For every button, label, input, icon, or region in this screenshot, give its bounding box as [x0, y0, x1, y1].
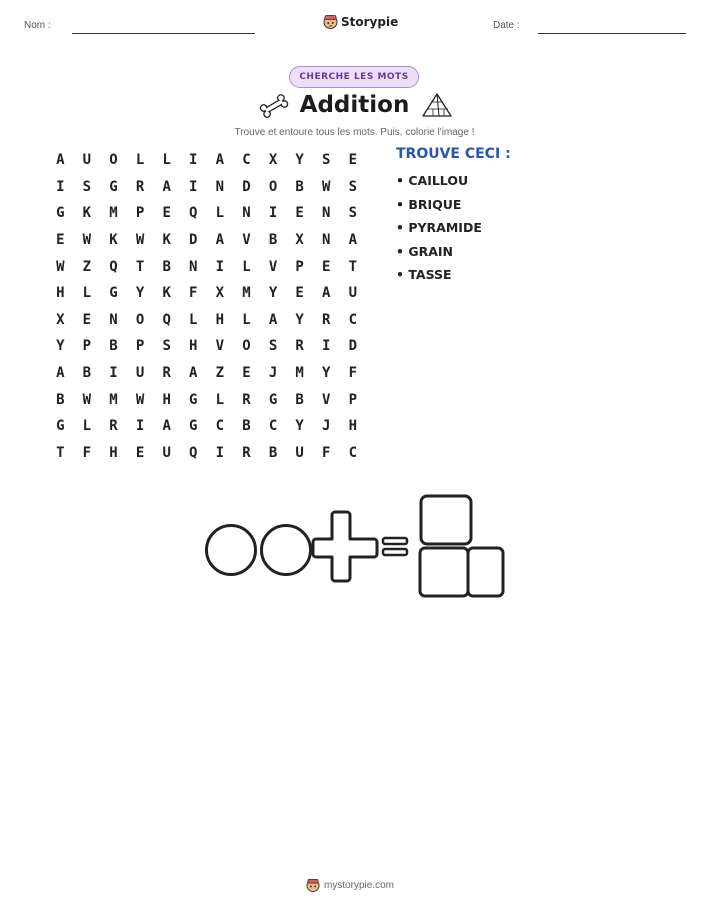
grid-letter[interactable]: R [242, 444, 251, 461]
grid-letter[interactable]: H [215, 311, 225, 328]
grid-letter[interactable]: X [56, 311, 65, 328]
grid-letter[interactable]: I [215, 258, 225, 275]
grid-letter[interactable]: L [242, 258, 251, 275]
grid-letter[interactable]: A [162, 178, 171, 195]
grid-letter[interactable]: Y [56, 338, 65, 355]
grid-letter[interactable]: X [215, 285, 225, 302]
grid-letter[interactable]: G [56, 418, 65, 435]
grid-letter[interactable]: J [322, 418, 331, 435]
grid-letter[interactable]: C [242, 152, 251, 169]
grid-letter[interactable]: N [322, 205, 331, 222]
grid-letter[interactable]: R [295, 338, 304, 355]
name-label: Nom : [24, 20, 51, 31]
grid-letter[interactable]: Y [135, 285, 145, 302]
grid-letter[interactable]: W [135, 391, 145, 408]
grid-letter[interactable]: T [56, 444, 65, 461]
word-item: • TASSE [396, 267, 452, 282]
date-label: Date : [493, 20, 520, 31]
square-shape [420, 548, 468, 596]
grid-letter[interactable]: X [295, 232, 304, 249]
grid-letter[interactable]: L [162, 152, 171, 169]
grid-letter[interactable]: O [135, 311, 145, 328]
grid-letter[interactable]: K [162, 232, 171, 249]
grid-letter[interactable]: H [109, 444, 118, 461]
grid-letter[interactable]: E [242, 365, 251, 382]
grid-letter[interactable]: O [242, 338, 251, 355]
grid-letter[interactable]: L [82, 418, 92, 435]
grid-letter[interactable]: E [295, 205, 304, 222]
grid-letter[interactable]: P [295, 258, 304, 275]
pyramid-icon [421, 92, 453, 120]
grid-letter[interactable]: Z [82, 258, 92, 275]
footer [306, 878, 394, 893]
grid-letter[interactable]: M [109, 205, 118, 222]
word-item: • CAILLOU [396, 173, 469, 188]
grid-letter[interactable]: I [322, 338, 331, 355]
addition-illustration [200, 490, 510, 602]
circle-shape [207, 526, 256, 575]
grid-letter[interactable]: L [242, 311, 251, 328]
grid-letter[interactable]: A [322, 285, 331, 302]
grid-letter[interactable]: B [242, 418, 251, 435]
square-shape [468, 548, 503, 596]
grid-letter[interactable]: F [348, 365, 358, 382]
grid-letter[interactable]: G [109, 178, 118, 195]
grid-letter[interactable]: I [56, 178, 65, 195]
grid-letter[interactable]: U [162, 444, 171, 461]
grid-letter[interactable]: R [322, 311, 331, 328]
grid-letter[interactable]: B [162, 258, 171, 275]
grid-letter[interactable]: B [82, 365, 92, 382]
footer-site-link[interactable]: mystorypie.com [324, 880, 395, 891]
grid-letter[interactable]: E [82, 311, 92, 328]
grid-letter[interactable]: Y [295, 311, 304, 328]
grid-letter[interactable]: G [268, 391, 278, 408]
grid-letter[interactable]: J [268, 365, 278, 382]
grid-letter[interactable]: R [242, 391, 251, 408]
name-line [72, 33, 255, 34]
grid-letter[interactable]: V [242, 232, 251, 249]
grid-letter[interactable]: A [56, 365, 65, 382]
grid-letter[interactable]: I [135, 418, 145, 435]
grid-letter[interactable]: C [348, 444, 358, 461]
grid-letter[interactable]: K [109, 232, 118, 249]
grid-letter[interactable]: G [56, 205, 65, 222]
grid-letter[interactable]: M [109, 391, 118, 408]
grid-letter[interactable]: R [109, 418, 118, 435]
grid-letter[interactable]: K [162, 285, 171, 302]
grid-letter[interactable]: E [348, 152, 358, 169]
word-item: • GRAIN [396, 243, 454, 259]
grid-letter[interactable]: G [189, 391, 198, 408]
grid-letter[interactable]: F [82, 444, 92, 461]
grid-letter[interactable]: H [56, 285, 65, 302]
grid-letter[interactable]: Y [295, 418, 304, 435]
storypie-logo [323, 14, 398, 30]
grid-letter[interactable]: M [242, 285, 251, 302]
grid-letter[interactable]: N [215, 178, 225, 195]
grid-letter[interactable]: Z [215, 365, 225, 382]
word-item: • PYRAMIDE [396, 220, 482, 235]
grid-letter[interactable]: E [162, 205, 171, 222]
grid-letter[interactable]: W [56, 258, 65, 275]
grid-letter[interactable]: D [189, 232, 198, 249]
brand-name: Storypie [341, 15, 399, 29]
grid-letter[interactable]: G [109, 285, 118, 302]
grid-letter[interactable]: F [322, 444, 331, 461]
grid-letter[interactable]: C [348, 311, 358, 328]
worksheet-type-badge: CHERCHE LES MOTS [289, 66, 419, 88]
grid-letter[interactable]: T [135, 258, 145, 275]
word-list [396, 172, 482, 290]
grid-letter[interactable]: S [348, 178, 358, 195]
storypie-mascot-icon [323, 14, 338, 30]
grid-letter[interactable]: L [82, 285, 92, 302]
grid-letter[interactable]: A [189, 365, 198, 382]
grid-letter[interactable]: H [348, 418, 358, 435]
grid-letter[interactable]: P [82, 338, 92, 355]
grid-letter[interactable]: A [162, 418, 171, 435]
storypie-mascot-icon [306, 878, 320, 893]
grid-letter[interactable]: Y [322, 365, 331, 382]
grid-letter[interactable]: A [56, 152, 65, 169]
grid-letter[interactable]: U [348, 285, 358, 302]
grid-letter[interactable]: W [82, 391, 92, 408]
grid-letter[interactable]: A [215, 232, 225, 249]
grid-letter[interactable]: O [109, 152, 118, 169]
grid-letter[interactable]: V [322, 391, 331, 408]
grid-letter[interactable]: B [295, 178, 304, 195]
grid-letter[interactable]: U [82, 152, 92, 169]
worksheet-title: Addition [299, 92, 410, 118]
grid-letter[interactable]: B [109, 338, 118, 355]
grid-letter[interactable]: M [295, 365, 304, 382]
word-item: • BRIQUE [396, 196, 462, 212]
grid-letter[interactable]: L [215, 205, 225, 222]
grid-letter[interactable]: P [135, 338, 145, 355]
grid-letter[interactable]: R [162, 365, 171, 382]
grid-letter[interactable]: P [135, 205, 145, 222]
grid-letter[interactable]: Q [162, 311, 171, 328]
grid-letter[interactable]: W [135, 232, 145, 249]
grid-letter[interactable]: F [189, 285, 198, 302]
grid-letter[interactable]: I [215, 444, 225, 461]
grid-letter[interactable]: Q [189, 205, 198, 222]
grid-letter[interactable]: I [268, 205, 278, 222]
grid-letter[interactable]: V [268, 258, 278, 275]
word-search-grid [47, 147, 366, 466]
grid-letter[interactable]: C [268, 418, 278, 435]
grid-letter[interactable]: X [268, 152, 278, 169]
grid-letter[interactable]: A [268, 311, 278, 328]
grid-letter[interactable]: N [322, 232, 331, 249]
grid-letter[interactable]: B [56, 391, 65, 408]
grid-letter[interactable]: I [109, 365, 118, 382]
grid-letter[interactable]: E [135, 444, 145, 461]
grid-letter[interactable]: S [82, 178, 92, 195]
grid-letter[interactable]: H [189, 338, 198, 355]
equals-sign-top [383, 538, 407, 544]
grid-letter[interactable]: E [295, 285, 304, 302]
grid-letter[interactable]: N [242, 205, 251, 222]
square-shape [421, 496, 471, 544]
word-list-title: TROUVE CECI : [396, 146, 511, 162]
grid-letter[interactable]: L [189, 311, 198, 328]
grid-letter[interactable]: U [295, 444, 304, 461]
grid-letter[interactable]: E [56, 232, 65, 249]
grid-letter[interactable]: D [242, 178, 251, 195]
grid-letter[interactable]: G [189, 418, 198, 435]
grid-letter[interactable]: I [189, 152, 198, 169]
date-line [538, 33, 686, 34]
grid-letter[interactable]: N [189, 258, 198, 275]
grid-letter[interactable]: Q [109, 258, 118, 275]
grid-letter[interactable]: C [215, 418, 225, 435]
equals-sign-bottom [383, 549, 407, 555]
grid-letter[interactable]: A [215, 152, 225, 169]
grid-letter[interactable]: B [268, 232, 278, 249]
grid-letter[interactable]: L [215, 391, 225, 408]
grid-letter[interactable]: Q [189, 444, 198, 461]
circle-shape [262, 526, 311, 575]
grid-letter[interactable]: H [162, 391, 171, 408]
grid-letter[interactable]: U [135, 365, 145, 382]
grid-letter[interactable]: S [348, 205, 358, 222]
grid-letter[interactable]: W [322, 178, 331, 195]
grid-letter[interactable]: P [348, 391, 358, 408]
grid-letter[interactable]: R [135, 178, 145, 195]
grid-letter[interactable]: D [348, 338, 358, 355]
grid-letter[interactable]: E [322, 258, 331, 275]
plus-sign-icon [313, 512, 377, 581]
grid-letter[interactable]: S [268, 338, 278, 355]
grid-letter[interactable]: B [268, 444, 278, 461]
grid-letter[interactable]: N [109, 311, 118, 328]
grid-letter[interactable]: W [82, 232, 92, 249]
grid-letter[interactable]: K [82, 205, 92, 222]
grid-letter[interactable]: V [215, 338, 225, 355]
grid-letter[interactable]: T [348, 258, 358, 275]
instructions: Trouve et entoure tous les mots. Puis, colorie l'image ! [234, 127, 475, 138]
grid-letter[interactable]: A [348, 232, 358, 249]
grid-letter[interactable]: L [135, 152, 145, 169]
grid-letter[interactable]: S [322, 152, 331, 169]
grid-letter[interactable]: I [189, 178, 198, 195]
grid-letter[interactable]: Y [268, 285, 278, 302]
grid-letter[interactable]: Y [295, 152, 304, 169]
grid-letter[interactable]: B [295, 391, 304, 408]
grid-letter[interactable]: S [162, 338, 171, 355]
grid-letter[interactable]: O [268, 178, 278, 195]
